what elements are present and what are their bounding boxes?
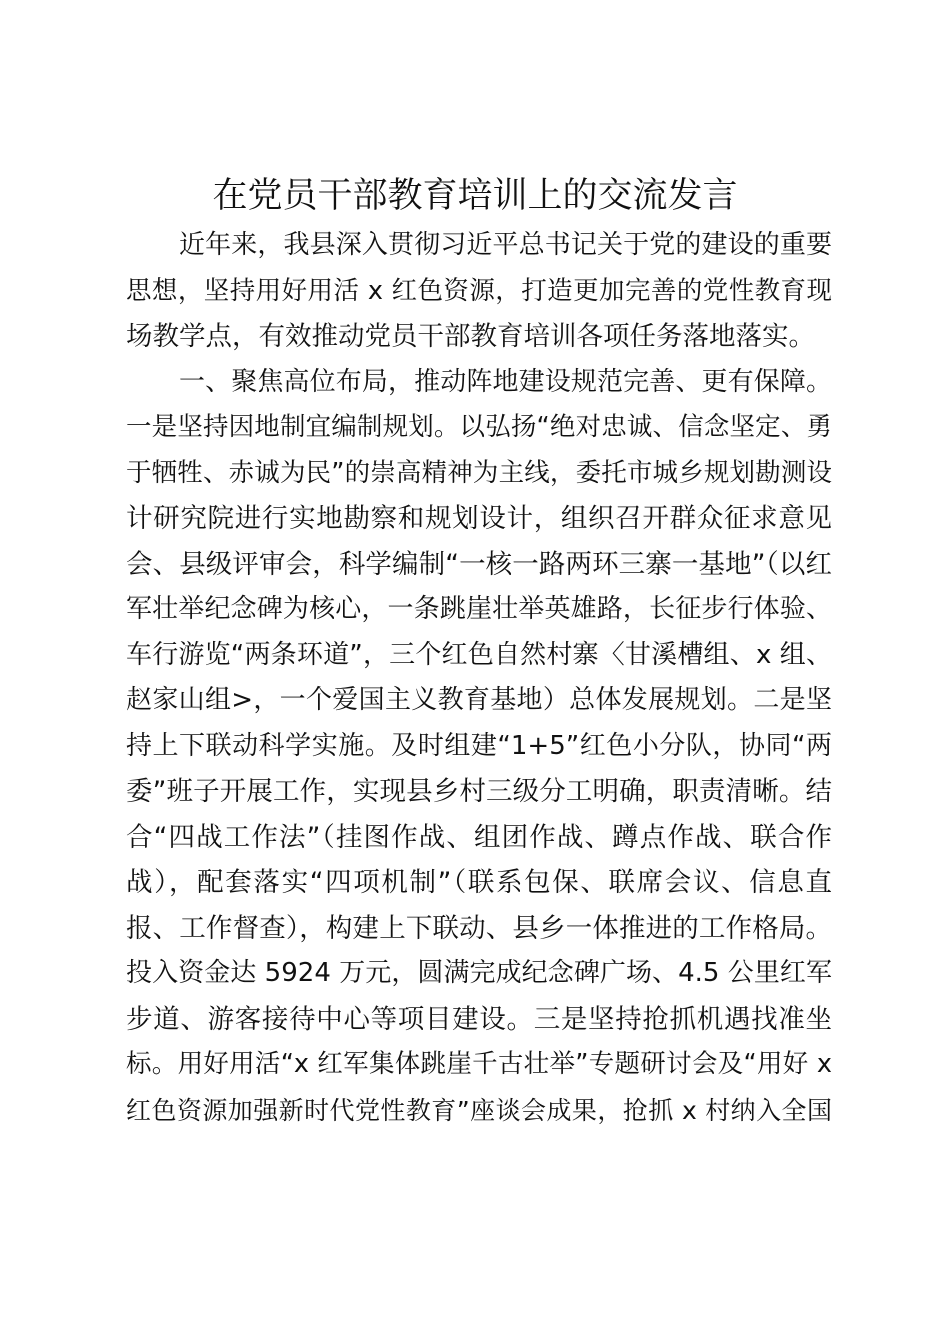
text-line: 军壮举纪念碑为核心，一条跳崖壮举英雄路，长征步行体验、 — [126, 594, 832, 624]
text-line: 报、工作督查），构建上下联动、县乡一体推进的工作格局。 — [126, 912, 832, 944]
text-line: 标。用好用活“x 红军集体跳崖千古壮举”专题研讨会及“用好 x — [126, 1049, 832, 1079]
text-line: 一、聚焦高位布局，推动阵地建设规范完善、更有保障。 — [179, 366, 832, 397]
text-line: 一是坚持因地制宜编制规划。以弘扬“绝对忠诚、信念坚定、勇 — [126, 412, 832, 442]
text-line: 场教学点，有效推动党员干部教育培训各项任务落地落实。 — [126, 321, 815, 352]
text-line: 红色资源加强新时代党性教育”座谈会成果，抢抓 x 村纳入全国 — [126, 1095, 832, 1125]
text-line: 投入资金达 5924 万元，圆满完成纪念碑广场、4.5 公里红军 — [126, 958, 832, 988]
text-line: 近年来，我县深入贯彻习近平总书记关于党的建设的重要 — [179, 230, 832, 260]
document-title: 在党员干部教育培训上的交流发言 — [212, 176, 738, 216]
text-line: 于牺牲、赤诚为民”的崇高精神为主线，委托市城乡规划勘测设 — [126, 457, 832, 488]
text-line: 赵家山组>，一个爱国主义教育基地）总体发展规划。二是坚 — [126, 685, 832, 715]
text-line: 战），配套落实“四项机制”（联系包保、联席会议、信息直 — [126, 867, 832, 898]
text-line: 委”班子开展工作，实现县乡村三级分工明确，职责清晰。结 — [126, 776, 832, 807]
text-line: 持上下联动科学实施。及时组建“1+5”红色小分队，协同“两 — [126, 730, 832, 761]
text-line: 计研究院进行实地勘察和规划设计，组织召开群众征求意见 — [126, 503, 832, 534]
text-line: 思想，坚持用好用活 x 红色资源，打造更加完善的党性教育现 — [126, 275, 832, 306]
text-line: 合“四战工作法”（挂图作战、组团作战、蹲点作战、联合作 — [126, 821, 832, 853]
text-line: 步道、游客接待中心等项目建设。三是坚持抢抓机遇找准坐 — [126, 1003, 832, 1035]
document-body — [126, 223, 832, 1133]
text-line: 会、县级评审会，科学编制“一核一路两环三寨一基地”（以红 — [126, 548, 832, 580]
text-line: 车行游览“两条环道”，三个红色自然村寨〈甘溪槽组、x 组、 — [126, 639, 832, 670]
